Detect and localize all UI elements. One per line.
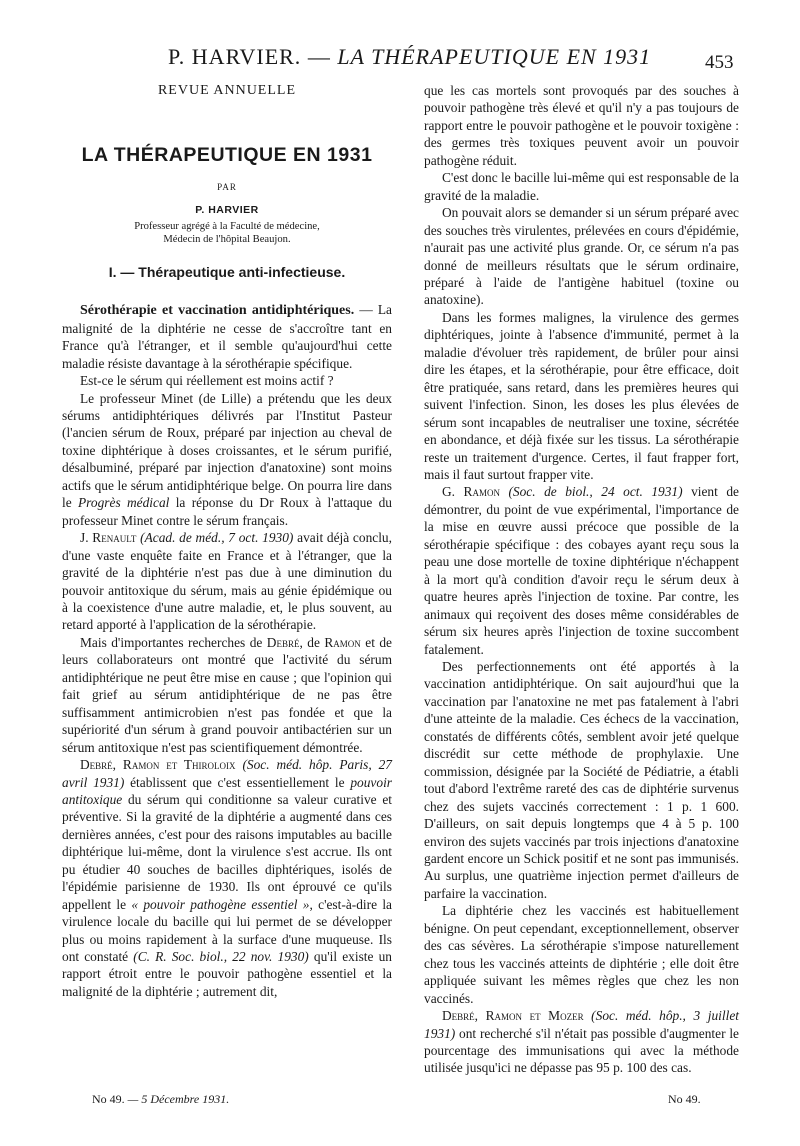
paragraph: Dans les formes malignes, la virulence des germes diphtériques, jointe à l'absence d'immunité, permet à la maladie d'évoluer très rapidement, de brûler pour ainsi dire les étapes, et la sérothérapie, pour être efficace, doit être pratiquée, sans retard, dans les premières heures qui suivent l'infection. Sinon, les doses les plus élevées de sérum sont incapables de neutraliser une toxine, sécrétée en abondance, et déjà fixée sur les tissus. La sérothérapie reste un traitement d'urgence. Certes, il faut frapper fort, mais il faut surtout frapper vite. [424,309,739,482]
cited-author: Debré, Ramon et Mozer [442,1008,584,1024]
paragraph: Le professeur Minet (de Lille) a prétendu que les deux sérums antidiphtériques délivrés par l'Institut Pasteur (l'ancien sérum de Roux, préparé par injection au cheval de toxine diphtérique à doses croissantes, et le sérum purifié, désalbuminé, préparé par injection d'anatoxine) sont moins actifs que le sérum antidiphtérique belge. On pourra lire dans le Progrès médical la réponse du Dr Roux à l'attaque du professeur Minet contre le sérum français. [62,390,392,528]
journal-name: Progrès médical [78,495,170,511]
citation: (Acad. de méd., 7 oct. 1930) [140,530,294,546]
header-dash: — [301,44,338,69]
subsection-heading: Sérothérapie et vaccination antidiphtériques. [80,303,355,319]
section-heading: I. — Thérapeutique anti-infectieuse. [108,263,346,280]
paragraph: Est-ce le sérum qui réellement est moins actif ? [80,373,334,389]
cited-author: G. Ramon [442,484,500,500]
author-affiliation [62,220,392,246]
paragraph: Des perfectionnements ont été apportés à la vaccination antidiphtérique. On sait aujourd'hui que la vaccination par l'anatoxine ne met pas fatalement à l'abri d'une atteinte de la maladie. Ces échecs de la vaccination, constatés de différents côtés, semblent avoir jeté quelque discrédit sur cette méthode de prophylaxie. Une commission, désignée par la Société de Pédiatrie, a établi tout d'abord l'extrême rareté des cas de diphtérie survenus chez des sujets vaccinés correctement : 1 p. 1 600. D'ailleurs, on sait depuis longtemps que 4 à 5 p. 100 environ des sujets vaccinés par trois injections d'anatoxine gardent encore un Schick positif et ne sont pas immunisés. Au surplus, une quatrième injection permet d'ailleurs de parfaire la vaccination. [424,659,739,901]
right-column [424,82,739,658]
paragraph: On pouvait alors se demander si un sérum préparé avec des souches très virulentes, prélevées en cours d'épidémie, n'aurait pas une activité plus grande. Or, ce sérum n'a pas donné de meilleurs résultats que le sérum ordinaire, préparé à l'aide de l'antigène habituel (toxine ou anatoxine). [424,205,739,308]
paragraph-text: — La malignité de la diphtérie ne cesse de s'accroître tant en France qu'à l'étranger, et il semble qu'aujourd'hui cette maladie résiste davantage à la sérothérapie spécifique. [62,302,392,371]
affiliation-line-1: Professeur agrégé à la Faculté de médecine, [134,220,320,232]
citation: (Soc. de biol., 24 oct. 1931) [508,484,683,500]
footer-issue-right: No 49. [668,1092,701,1106]
footer-issue-number: No 49. [92,1092,125,1106]
paragraph: Debré, Ramon et Thiroloix (Soc. méd. hôp. Paris, 27 avril 1931) établissent que c'est essentiellement le pouvoir antitoxique du sérum qui conditionne sa valeur curative et préventive. Si la gravité de la diphtérie a augmenté dans ces dernières années, c'est pour des raisons imputables au bacille diphtérique lui-même, dont la virulence s'est accrue. Ils ont pu étudier 40 souches de bacilles diphtériques, isolés de l'épidémie parisienne de 1930. Ils ont éprouvé ce qu'ils appellent le « pouvoir pathogène essentiel », c'est-à-dire la virulence locale du bacille qui lui permet de se développer plus ou moins rapidement à la surface d'une muqueuse. Ils ont constaté (C. R. Soc. biol., 22 nov. 1930) qu'il existe un rapport étroit entre le pouvoir pathogène essentiel et la malignité de la diphtérie ; autrement dit, [62,757,393,999]
footer-issue [92,1092,229,1107]
citation: (Soc. méd. hôp., 3 juillet 1931) [424,1008,739,1041]
article-author: P. HARVIER [195,204,259,217]
citation: (Soc. méd. hôp. Paris, 27 avril 1931) [62,757,392,790]
article-title: LA THÉRAPEUTIQUE EN 1931 [81,144,373,167]
paragraph: C'est donc le bacille lui-même qui est responsable de la gravité de la maladie. [424,170,739,203]
paragraph: Debré, Ramon et Mozer (Soc. méd. hôp., 3 juillet 1931) ont recherché s'il n'était pas possible d'augmenter le pourcentage des immunisations qui avec la méthode utilisée jusqu'ici ne dépasse pas 95 p. 100 des cas. [424,1008,739,1076]
citation: (C. R. Soc. biol., 22 nov. 1930) [133,949,309,965]
cited-author: Debré, Ramon et Thiroloix [80,757,236,773]
page-number: 453 [705,52,734,73]
affiliation-line-2: Médecin de l'hôpital Beaujon. [163,233,291,245]
cited-author: Debré [266,634,300,650]
footer-date: — 5 Décembre 1931. [124,1092,230,1106]
header-author: P. HARVIER. [168,44,302,69]
left-column [62,82,392,1000]
header-title: LA THÉRAPEUTIQUE EN 1931 [337,44,652,69]
paragraph: La diphtérie chez les vaccinés est habituellement bénigne. On peut cependant, exceptionnellement, observer des cas sévères. La sérothérapie s'impose naturellement chez tous les vaccinés atteints de diphtérie ; elle doit être appliquée suivant les mêmes règles que chez les non vaccinés. [424,903,739,1006]
paragraph: J. Renault (Acad. de méd., 7 oct. 1930) avait déjà conclu, d'une vaste enquête faite en France et à l'étranger, que la gravité de la diphtérie n'est pas due à une diminution du pouvoir antitoxique du sérum, mais au génie épidémique ou à la coexistence d'une autre maladie, et, le plus souvent, au retard apporté à l'application de la sérothérapie. [62,530,392,633]
cited-author: J. Renault [80,530,137,546]
running-header [168,44,651,70]
series-label: REVUE ANNUELLE [157,83,297,98]
paragraph: G. Ramon (Soc. de biol., 24 oct. 1931) vient de démontrer, du point de vue expérimental, l'importance de la mise en œuvre aussi précoce que possible de la sérothérapie spécifique : des cobayes ayant reçu sous la peau une dose mortelle de toxine diphtérique n'échappent à la mort qu'à condition d'avoir reçu le sérum deux à quatre heures après l'injection de toxine. Par contre, les animaux qui reçoivent des doses même considérables de sérum six heures après l'injection de toxine succombent fatalement. [424,484,739,657]
cited-author: Ramon [324,634,361,650]
paragraph: que les cas mortels sont provoqués par des souches à pouvoir pathogène très élevé et qu'il n'y a pas toujours de rapport entre le pouvoir pathogène et le pouvoir toxigène : des germes très toxiques peuvent avoir un pouvoir pathogène réduit. [424,83,739,168]
by-label: PAR [217,181,237,192]
paragraph [62,301,392,372]
right-column-lower [424,658,739,1077]
paragraph: Mais d'importantes recherches de Debré, de Ramon et de leurs collaborateurs ont montré que l'activité du sérum antidiphtérique ne peut être mise en cause ; que l'opinion qui fait grief au sérum antidiphtérique de ne pas être suffisamment antimicrobien n'est pas fondée et que la supériorité d'un sérum à grand pouvoir antibactérien sur un sérum antitoxique n'est pas scientifiquement démontrée. [62,634,392,755]
